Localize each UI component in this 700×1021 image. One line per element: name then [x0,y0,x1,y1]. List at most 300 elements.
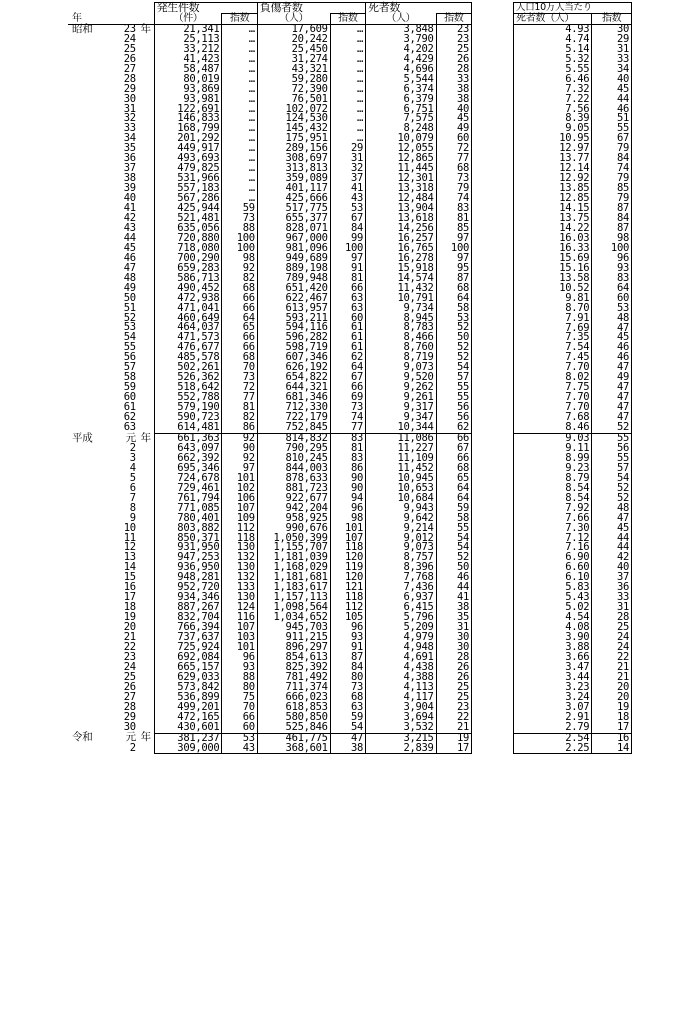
injured-index: 37 [330,174,365,184]
year-number: 37 [123,162,136,175]
rate-value: 7.92 [514,504,592,514]
year-suffix [138,444,154,454]
injured-index: 98 [330,514,365,524]
era-label [68,114,108,124]
deaths-value: 12,301 [366,174,437,184]
accidents-index: 66 [222,343,257,353]
year-number: 42 [123,212,136,224]
accidents-index: 132 [222,553,257,563]
year-suffix [138,194,154,204]
rate-value: 14.22 [514,224,592,234]
rate-value: 4.93 [514,24,592,34]
year-number: 47 [123,261,136,274]
accidents-index: 60 [222,723,257,733]
year-number: 33 [123,122,136,135]
rate-value: 3.44 [514,673,592,683]
deaths-index: 28 [436,65,471,75]
year-suffix [138,224,154,234]
era-label [68,353,108,363]
rate-index: 46 [592,353,632,363]
year-number: 56 [123,351,136,364]
deaths-index: 77 [436,154,471,164]
rate-index: 84 [592,154,632,164]
deaths-index: 81 [436,214,471,224]
injured-value: 722,179 [257,413,330,423]
deaths-value: 4,113 [366,683,437,693]
injured-value: 1,183,617 [257,583,330,593]
rate-value: 8.02 [514,373,592,383]
injured-index: … [330,114,365,124]
rate-index: 24 [592,643,632,653]
accidents-value: 493,693 [154,154,222,164]
rate-index: 40 [592,75,632,85]
rate-index: 29 [592,35,632,45]
year-header: 年 [72,12,82,24]
deaths-index: 95 [436,264,471,274]
accidents-value: 761,794 [154,494,222,504]
rate-index: 47 [592,383,632,393]
injured-value: 789,948 [257,274,330,284]
accidents-index: 97 [222,464,257,474]
accidents-value: 464,037 [154,323,222,333]
rate-value: 9.81 [514,294,592,304]
year-number: 27 [123,690,136,703]
year-number: 54 [123,331,136,344]
rate-index: 55 [592,454,632,464]
injured-value: 368,601 [257,744,330,754]
accidents-index: 88 [222,224,257,234]
deaths-index: 79 [436,184,471,194]
year-number: 48 [123,271,136,284]
deaths-value: 10,945 [366,474,437,484]
rate-index: 48 [592,314,632,324]
year-number: 26 [123,680,136,693]
year-suffix [138,323,154,333]
rate-index: 74 [592,164,632,174]
era-label [68,214,108,224]
injured-index: 90 [330,474,365,484]
year-number: 15 [123,571,136,584]
rate-value: 4.54 [514,613,592,623]
era-label [68,484,108,494]
deaths-value: 15,918 [366,264,437,274]
statistics-table [68,2,472,754]
year-suffix [138,494,154,504]
rate-index: 30 [592,24,632,34]
year-suffix [138,234,154,244]
rate-value: 3.90 [514,633,592,643]
accidents-value: 122,691 [154,105,222,115]
year-number: 40 [123,192,136,205]
accidents-index: 80 [222,683,257,693]
era-label [68,393,108,403]
deaths-index: 25 [436,45,471,55]
accidents-value: 737,637 [154,633,222,643]
year-number: 19 [123,611,136,624]
injured-value: 958,925 [257,514,330,524]
era-label [68,45,108,55]
rate-value: 10.95 [514,134,592,144]
year-number: 8 [129,501,136,514]
deaths-index: 17 [436,744,471,754]
accidents-index: 64 [222,314,257,324]
era-label [68,444,108,454]
year-suffix [138,333,154,343]
rate-index: 45 [592,333,632,343]
year-suffix [138,85,154,95]
injured-value: 896,297 [257,643,330,653]
deaths-value: 6,751 [366,105,437,115]
injured-value: 59,280 [257,75,330,85]
deaths-index: 58 [436,304,471,314]
rate-value: 5.02 [514,603,592,613]
year-suffix [138,114,154,124]
year-number: 63 [123,421,136,434]
injured-index: 64 [330,363,365,373]
year-suffix [138,504,154,514]
rate-index: 36 [592,583,632,593]
rate-value: 2.54 [514,733,592,743]
rate-value: 2.25 [514,744,592,754]
injured-value: 618,853 [257,703,330,713]
year-suffix [138,713,154,723]
rate-index: 33 [592,55,632,65]
accidents-value: 931,950 [154,543,222,553]
accidents-value: 93,869 [154,85,222,95]
accidents-value: 952,720 [154,583,222,593]
accidents-index: 100 [222,234,257,244]
injured-index: 29 [330,144,365,154]
deaths-value: 13,904 [366,204,437,214]
era-label [68,383,108,393]
accidents-index: 101 [222,643,257,653]
era-label [68,593,108,603]
deaths-index: 30 [436,643,471,653]
rate-value: 3.23 [514,683,592,693]
year-number: 61 [123,401,136,414]
injured-value: 308,697 [257,154,330,164]
deaths-value: 12,484 [366,194,437,204]
rate-value: 6.10 [514,573,592,583]
year-suffix [138,254,154,264]
year-suffix [138,464,154,474]
era-label [68,55,108,65]
injured-index-header: 指数 [330,13,365,24]
year-header-blank [68,3,108,14]
injured-value: 1,050,399 [257,534,330,544]
deaths-header: 死者数 [366,3,437,14]
era-label [68,124,108,134]
rate-index: 85 [592,184,632,194]
rate-index: 54 [592,474,632,484]
injured-value: 102,072 [257,105,330,115]
era-label [68,343,108,353]
rate-index: 87 [592,204,632,214]
year-suffix [138,534,154,544]
era-label [68,663,108,673]
rate-index: 52 [592,494,632,504]
year-suffix [138,633,154,643]
accidents-index: … [222,114,257,124]
deaths-index: 40 [436,105,471,115]
deaths-index: 54 [436,534,471,544]
year-suffix [138,75,154,85]
rate-value: 12.97 [514,144,592,154]
year-number: 6 [129,481,136,494]
injured-value: 1,155,707 [257,543,330,553]
accidents-value: 725,924 [154,643,222,653]
rate-index: 96 [592,254,632,264]
rate-title: 人口10万人当たり [514,3,632,14]
injured-index: 77 [330,423,365,433]
accidents-value: 502,261 [154,363,222,373]
deaths-value: 10,653 [366,484,437,494]
accidents-index: 92 [222,433,257,443]
era-label [68,613,108,623]
rate-index: 64 [592,284,632,294]
accidents-value: 771,085 [154,504,222,514]
year-suffix [138,55,154,65]
injured-value: 651,420 [257,284,330,294]
accidents-index: 73 [222,214,257,224]
deaths-value: 8,757 [366,553,437,563]
deaths-value: 6,937 [366,593,437,603]
deaths-index: 26 [436,55,471,65]
accidents-index: 70 [222,363,257,373]
accidents-index: 43 [222,744,257,754]
year-suffix [138,214,154,224]
accidents-index: … [222,164,257,174]
rate-index: 21 [592,663,632,673]
year-number: 45 [123,241,136,254]
accidents-index: 118 [222,534,257,544]
rate-index: 21 [592,673,632,683]
year-number: 13 [123,551,136,564]
accidents-value: 947,253 [154,553,222,563]
year-suffix [138,484,154,494]
rate-value: 7.70 [514,363,592,373]
accidents-value: 80,019 [154,75,222,85]
rate-index: 20 [592,693,632,703]
accidents-index: 112 [222,524,257,534]
deaths-index: 65 [436,474,471,484]
year-suffix [138,65,154,75]
year-number: 36 [123,152,136,165]
injured-value: 20,242 [257,35,330,45]
injured-index: … [330,105,365,115]
year-suffix [138,524,154,534]
accidents-header: 発生件数 [154,3,222,14]
deaths-index: 60 [436,134,471,144]
accidents-index: … [222,35,257,45]
rate-value: 10.52 [514,284,592,294]
injured-index: 62 [330,353,365,363]
year-number: 60 [123,391,136,404]
injured-value: 666,023 [257,693,330,703]
injured-index: 63 [330,294,365,304]
injured-index: 90 [330,484,365,494]
era-label [68,683,108,693]
accidents-value: 766,394 [154,623,222,633]
accidents-value: 718,080 [154,244,222,254]
deaths-value: 9,262 [366,383,437,393]
year-number: 31 [123,102,136,115]
rate-index: 19 [592,703,632,713]
era-label [68,164,108,174]
year-number: 16 [123,581,136,594]
rate-index: 51 [592,114,632,124]
deaths-value: 3,790 [366,35,437,45]
rate-value: 12.92 [514,174,592,184]
injured-index: 93 [330,633,365,643]
injured-value: 949,689 [257,254,330,264]
era-label [68,673,108,683]
deaths-index: 97 [436,254,471,264]
rate-index: 44 [592,534,632,544]
year-suffix [138,373,154,383]
accidents-index: … [222,85,257,95]
injured-index: 120 [330,553,365,563]
rate-deaths-header: 死者数（人） [514,13,592,24]
accidents-index: 133 [222,583,257,593]
deaths-value: 7,436 [366,583,437,593]
rate-index: 55 [592,124,632,134]
year-suffix [138,154,154,164]
deaths-index: 59 [436,504,471,514]
injured-index: … [330,134,365,144]
year-suffix [138,563,154,573]
deaths-index: 55 [436,393,471,403]
deaths-value: 4,202 [366,45,437,55]
injured-value: 825,392 [257,663,330,673]
injured-index: 91 [330,264,365,274]
year-suffix [138,474,154,484]
deaths-value: 16,765 [366,244,437,254]
deaths-index: 72 [436,144,471,154]
accidents-value: 948,281 [154,573,222,583]
year-suffix [138,454,154,464]
rate-value: 8.39 [514,114,592,124]
deaths-value: 9,073 [366,363,437,373]
injured-index: 32 [330,164,365,174]
deaths-value: 11,109 [366,454,437,464]
deaths-index: 28 [436,653,471,663]
era-label [68,184,108,194]
accidents-value: 430,601 [154,723,222,733]
deaths-index: 30 [436,633,471,643]
accidents-value: 58,487 [154,65,222,75]
injured-value: 401,117 [257,184,330,194]
accidents-value: 526,362 [154,373,222,383]
injured-value: 752,845 [257,423,330,433]
injured-index: 119 [330,563,365,573]
rate-index: 47 [592,514,632,524]
injured-index: 43 [330,194,365,204]
accidents-index: 68 [222,284,257,294]
rate-value: 7.56 [514,105,592,115]
rate-value: 8.54 [514,484,592,494]
deaths-index: 41 [436,593,471,603]
accidents-value: 850,371 [154,534,222,544]
accidents-index: 102 [222,484,257,494]
year-number: 28 [123,700,136,713]
rate-index: 44 [592,95,632,105]
rate-value: 7.70 [514,403,592,413]
year-number: 39 [123,182,136,195]
accidents-index: 130 [222,543,257,553]
year-number: 18 [123,601,136,614]
injured-index: 67 [330,373,365,383]
accidents-index: … [222,65,257,75]
injured-header: 負傷者数 [257,3,330,14]
era-label [68,454,108,464]
year-suffix [138,134,154,144]
deaths-value: 9,520 [366,373,437,383]
deaths-index: 68 [436,464,471,474]
deaths-value: 3,904 [366,703,437,713]
rate-index-header: 指数 [592,13,632,24]
year-number: 27 [123,62,136,75]
accidents-value: 25,113 [154,35,222,45]
injured-value: 644,321 [257,383,330,393]
injured-value: 25,450 [257,45,330,55]
injured-index: 121 [330,583,365,593]
rate-value: 14.15 [514,204,592,214]
era-label [68,643,108,653]
accidents-index: 100 [222,244,257,254]
rate-value: 7.30 [514,524,592,534]
rate-value: 5.83 [514,583,592,593]
year-number: 57 [123,361,136,374]
rate-value: 7.35 [514,333,592,343]
deaths-value: 4,117 [366,693,437,703]
injured-value: 1,157,113 [257,593,330,603]
year-number: 24 [123,660,136,673]
injured-index: 53 [330,204,365,214]
injured-value: 990,676 [257,524,330,534]
deaths-value: 6,374 [366,85,437,95]
deaths-value: 6,379 [366,95,437,105]
accidents-index: 66 [222,333,257,343]
accidents-value: 586,713 [154,274,222,284]
era-label [68,653,108,663]
deaths-value: 5,209 [366,623,437,633]
year-suffix: 年 [140,22,151,35]
injured-value: 810,245 [257,454,330,464]
deaths-value: 3,848 [366,24,437,34]
accidents-index: … [222,174,257,184]
deaths-index: 55 [436,524,471,534]
deaths-value: 4,429 [366,55,437,65]
injured-value: 593,211 [257,314,330,324]
rate-table [513,2,632,754]
injured-index: … [330,75,365,85]
deaths-value: 4,979 [366,633,437,643]
deaths-value: 8,760 [366,343,437,353]
rate-value: 9.23 [514,464,592,474]
accidents-index: 73 [222,373,257,383]
rate-value: 7.54 [514,343,592,353]
accidents-index: 103 [222,633,257,643]
injured-index: 118 [330,543,365,553]
accidents-value: 780,401 [154,514,222,524]
injured-value: 681,346 [257,393,330,403]
year-number: 元 [125,731,136,744]
rate-value: 15.16 [514,264,592,274]
rate-index: 14 [592,744,632,754]
injured-index: 87 [330,653,365,663]
year-number: 21 [123,631,136,644]
